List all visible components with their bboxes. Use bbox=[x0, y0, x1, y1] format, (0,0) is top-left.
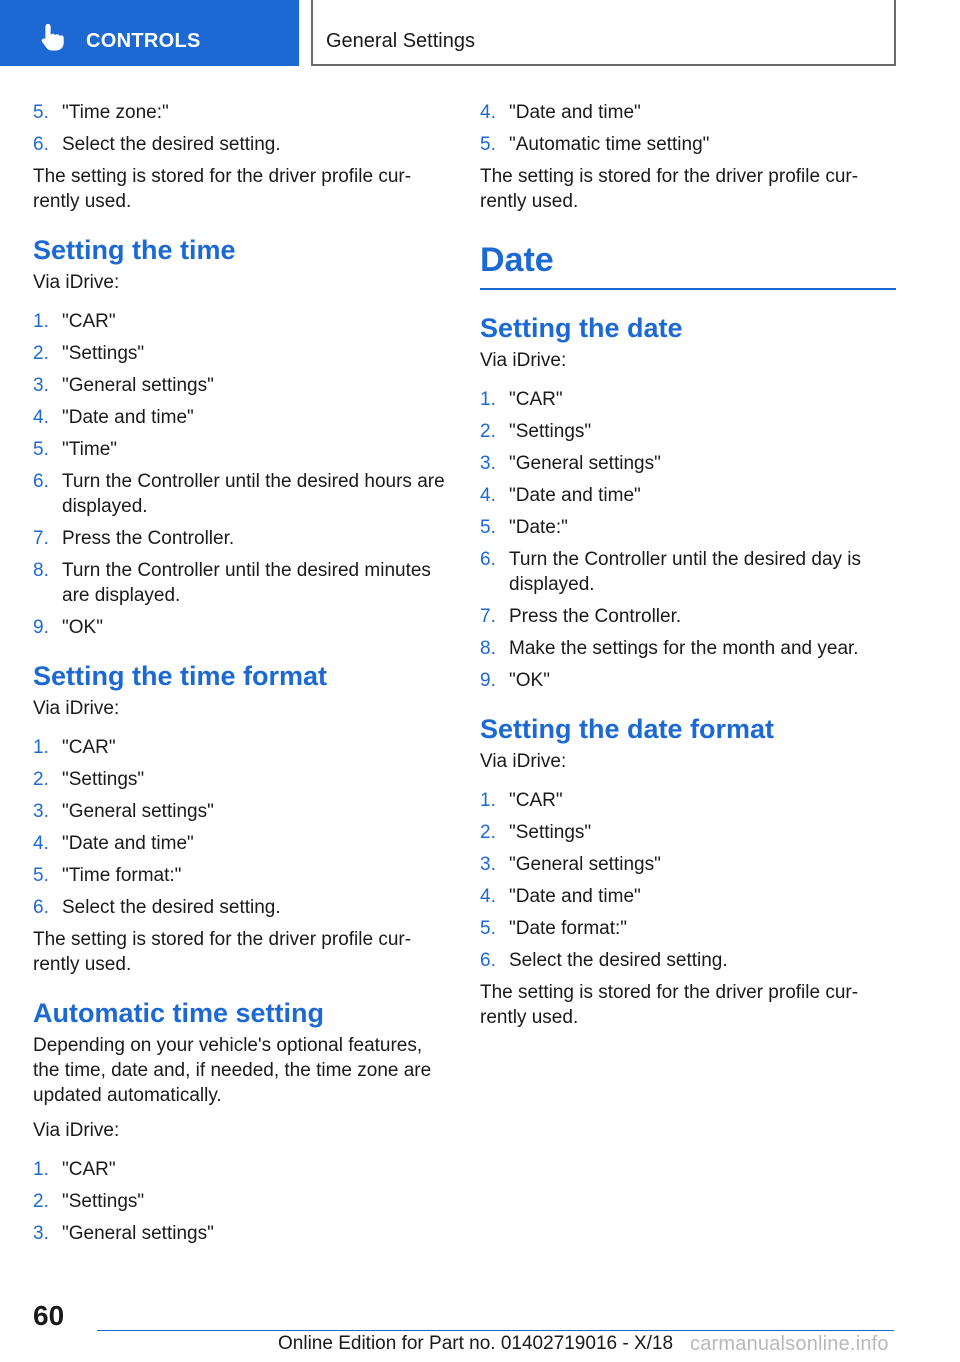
list-item bbox=[33, 437, 453, 462]
heading-setting-date: Setting the date bbox=[480, 313, 683, 343]
step-text: "Settings" bbox=[509, 822, 592, 843]
step-number: 2. bbox=[480, 421, 496, 442]
step-text: "CAR" bbox=[62, 1159, 116, 1180]
step-text: Turn the Controller until the desired minutes are displayed. bbox=[62, 560, 431, 606]
step-text: "CAR" bbox=[509, 790, 563, 811]
list-item bbox=[33, 526, 453, 551]
heading-time-format: Setting the time format bbox=[33, 661, 328, 691]
chapter-tab bbox=[0, 0, 299, 66]
step-number: 6. bbox=[480, 549, 496, 570]
list-item bbox=[33, 1157, 453, 1182]
list-item bbox=[33, 735, 453, 760]
list-item bbox=[33, 767, 453, 792]
edition-text: Online Edition for Part no. 01402719016 - X/18 bbox=[278, 1333, 674, 1354]
step-number: 1. bbox=[480, 389, 496, 410]
page-number: 60 bbox=[33, 1300, 65, 1331]
step-number: 1. bbox=[33, 1159, 49, 1180]
step-text: "Time format:" bbox=[62, 865, 182, 886]
page-header bbox=[0, 0, 960, 66]
chapter-title: CONTROLS bbox=[86, 30, 201, 52]
via-idrive-text: Via iDrive: bbox=[33, 272, 120, 293]
via-idrive-text: Via iDrive: bbox=[33, 1120, 120, 1141]
list-item bbox=[480, 451, 896, 476]
section-title: General Settings bbox=[326, 30, 475, 52]
step-number: 6. bbox=[33, 471, 49, 492]
step-number: 4. bbox=[33, 833, 49, 854]
step-number: 2. bbox=[480, 822, 496, 843]
watermark: carmanualsonline.info bbox=[690, 1333, 889, 1355]
hand-pointer-icon bbox=[38, 22, 68, 52]
list-item bbox=[33, 373, 453, 398]
step-number: 5. bbox=[33, 102, 49, 123]
list-item bbox=[480, 852, 896, 877]
step-number: 1. bbox=[33, 737, 49, 758]
step-number: 1. bbox=[33, 311, 49, 332]
list-item bbox=[33, 1221, 453, 1246]
list-item bbox=[480, 132, 896, 157]
section-tab bbox=[311, 0, 896, 66]
step-text: "Settings" bbox=[62, 1191, 145, 1212]
step-text: "CAR" bbox=[62, 737, 116, 758]
heading-date: Date bbox=[480, 240, 896, 290]
step-text: "CAR" bbox=[62, 311, 116, 332]
list-item bbox=[480, 100, 896, 125]
step-text: "Date and time" bbox=[509, 886, 641, 907]
step-text: Make the settings for the month and year. bbox=[509, 638, 859, 659]
step-number: 2. bbox=[33, 343, 49, 364]
step-text: "General settings" bbox=[62, 1223, 214, 1244]
step-text: Select the desired setting. bbox=[62, 134, 281, 155]
step-text: Turn the Controller until the desired day is displayed. bbox=[509, 549, 862, 595]
list-item bbox=[33, 469, 453, 519]
list-item bbox=[33, 895, 453, 920]
heading-setting-time: Setting the time bbox=[33, 235, 236, 265]
step-text: Press the Controller. bbox=[509, 606, 682, 627]
step-text: "Settings" bbox=[509, 421, 592, 442]
step-number: 5. bbox=[480, 134, 496, 155]
step-text: "Time zone:" bbox=[62, 102, 169, 123]
step-text: "Date and time" bbox=[509, 485, 641, 506]
list-item bbox=[33, 799, 453, 824]
step-text: "CAR" bbox=[509, 389, 563, 410]
list-item bbox=[33, 309, 453, 334]
step-number: 4. bbox=[480, 485, 496, 506]
step-number: 2. bbox=[33, 769, 49, 790]
step-number: 3. bbox=[33, 1223, 49, 1244]
step-number: 4. bbox=[33, 407, 49, 428]
step-number: 8. bbox=[33, 560, 49, 581]
list-item bbox=[33, 100, 453, 125]
step-number: 8. bbox=[480, 638, 496, 659]
step-text: "Date:" bbox=[509, 517, 568, 538]
step-number: 6. bbox=[33, 897, 49, 918]
list-item bbox=[480, 604, 896, 629]
list-item bbox=[33, 615, 453, 640]
step-number: 3. bbox=[480, 854, 496, 875]
list-item bbox=[480, 916, 896, 941]
step-text: "Date and time" bbox=[509, 102, 641, 123]
list-item bbox=[33, 132, 453, 157]
list-item bbox=[480, 820, 896, 845]
step-number: 3. bbox=[33, 375, 49, 396]
step-number: 3. bbox=[33, 801, 49, 822]
list-item bbox=[480, 668, 896, 693]
step-text: Turn the Controller until the desired hours are displayed. bbox=[62, 471, 445, 517]
left-column bbox=[33, 100, 453, 1253]
step-text: "Date and time" bbox=[62, 833, 194, 854]
step-text: "Settings" bbox=[62, 769, 145, 790]
step-number: 3. bbox=[480, 453, 496, 474]
note-text: The setting is stored for the driver profile cur-rently used. bbox=[33, 166, 412, 212]
list-item bbox=[480, 483, 896, 508]
list-item bbox=[480, 948, 896, 973]
step-number: 7. bbox=[480, 606, 496, 627]
step-text: "Time" bbox=[62, 439, 118, 460]
list-item bbox=[480, 636, 896, 661]
step-text: "General settings" bbox=[62, 375, 214, 396]
footer-divider bbox=[97, 1330, 894, 1331]
step-text: "OK" bbox=[509, 670, 550, 691]
step-number: 5. bbox=[480, 517, 496, 538]
step-text: "General settings" bbox=[509, 453, 661, 474]
step-number: 4. bbox=[480, 102, 496, 123]
step-text: "OK" bbox=[62, 617, 103, 638]
via-idrive-text: Via iDrive: bbox=[33, 698, 120, 719]
list-item bbox=[33, 558, 453, 608]
step-number: 5. bbox=[33, 439, 49, 460]
note-text: The setting is stored for the driver profile cur-rently used. bbox=[33, 929, 412, 975]
step-number: 9. bbox=[480, 670, 496, 691]
right-column bbox=[480, 100, 896, 1046]
note-text: The setting is stored for the driver profile cur-rently used. bbox=[480, 166, 859, 212]
step-text: "Settings" bbox=[62, 343, 145, 364]
heading-automatic-time: Automatic time setting bbox=[33, 998, 325, 1028]
step-number: 6. bbox=[480, 950, 496, 971]
step-text: Select the desired setting. bbox=[62, 897, 281, 918]
list-item bbox=[33, 405, 453, 430]
list-item bbox=[33, 863, 453, 888]
step-number: 9. bbox=[33, 617, 49, 638]
step-text: "Date format:" bbox=[509, 918, 628, 939]
heading-date-format: Setting the date format bbox=[480, 714, 775, 744]
step-number: 1. bbox=[480, 790, 496, 811]
step-text: Select the desired setting. bbox=[509, 950, 728, 971]
step-number: 5. bbox=[33, 865, 49, 886]
step-text: "Date and time" bbox=[62, 407, 194, 428]
step-number: 5. bbox=[480, 918, 496, 939]
list-item bbox=[480, 387, 896, 412]
list-item bbox=[33, 831, 453, 856]
step-number: 6. bbox=[33, 134, 49, 155]
list-item bbox=[480, 515, 896, 540]
list-item bbox=[480, 788, 896, 813]
list-item bbox=[480, 419, 896, 444]
step-text: "Automatic time setting" bbox=[509, 134, 710, 155]
step-text: Press the Controller. bbox=[62, 528, 235, 549]
list-item bbox=[33, 341, 453, 366]
step-text: "General settings" bbox=[509, 854, 661, 875]
step-number: 7. bbox=[33, 528, 49, 549]
intro-text: Depending on your vehicle's optional features, the time, date and, if needed, the time zone are updated automatically. bbox=[33, 1035, 432, 1106]
via-idrive-text: Via iDrive: bbox=[480, 751, 567, 772]
list-item bbox=[33, 1189, 453, 1214]
via-idrive-text: Via iDrive: bbox=[480, 350, 567, 371]
note-text: The setting is stored for the driver profile cur-rently used. bbox=[480, 982, 859, 1028]
step-number: 4. bbox=[480, 886, 496, 907]
step-text: "General settings" bbox=[62, 801, 214, 822]
list-item bbox=[480, 547, 896, 597]
step-number: 2. bbox=[33, 1191, 49, 1212]
list-item bbox=[480, 884, 896, 909]
